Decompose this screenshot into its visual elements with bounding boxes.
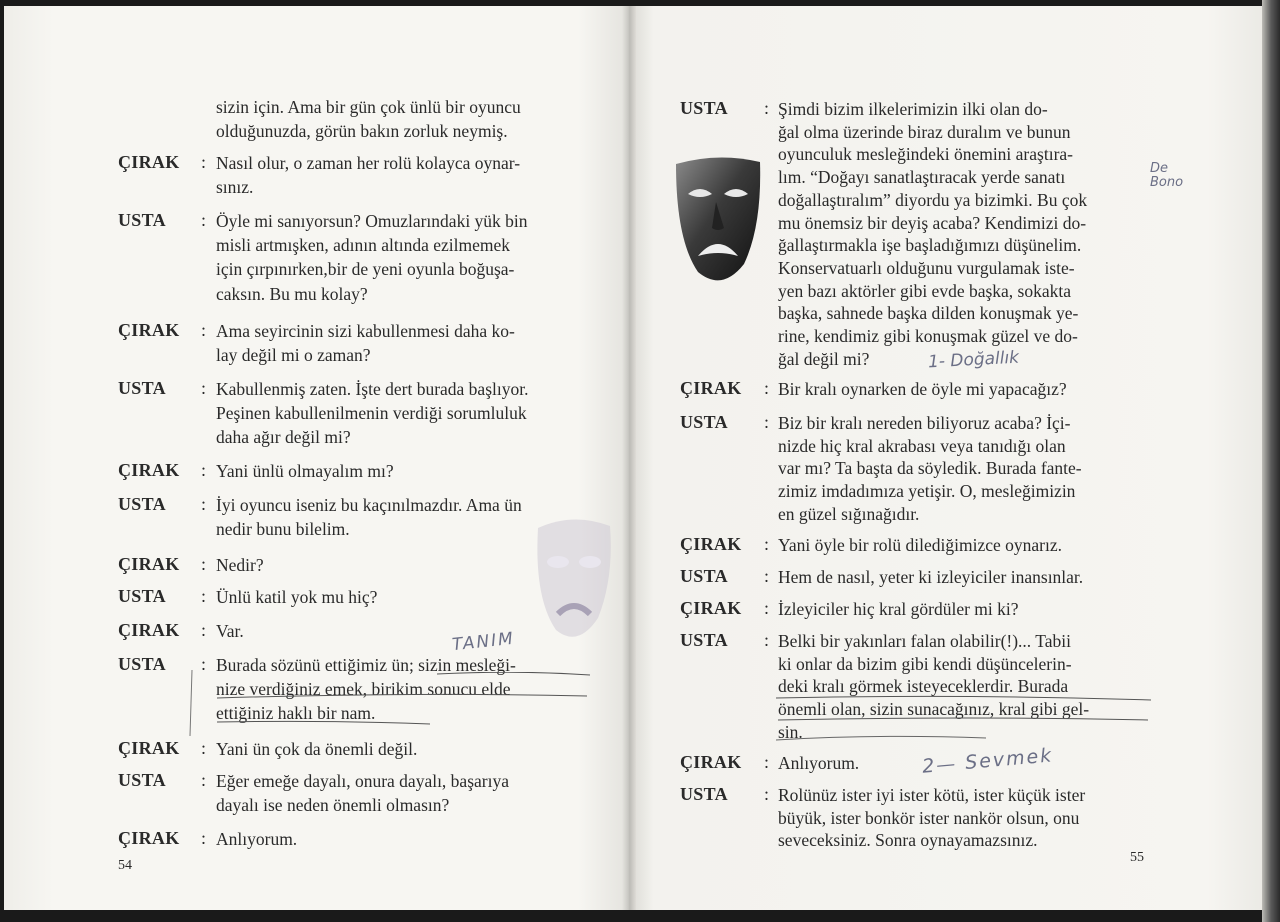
- colon: :: [201, 494, 207, 514]
- dialogue-line: Kabullenmiş zaten. İşte dert burada başlıyor.: [216, 379, 529, 399]
- dialogue-line: Biz bir kralı nereden biliyoruz acaba? İçi-: [778, 413, 1071, 433]
- colon: :: [201, 654, 207, 674]
- colon: :: [764, 784, 770, 804]
- speaker-label: ÇIRAK: [118, 320, 180, 340]
- handnote-dogallik: 1- Doğallık: [927, 347, 1020, 373]
- dialogue-line: lay değil mi o zaman?: [216, 345, 371, 366]
- page-edge: [1262, 0, 1280, 922]
- dialogue-line: nizde hiç kral akrabası veya tanıdığı olan: [778, 435, 1066, 456]
- dialogue-line: misli artmışken, adının altında ezilmemek: [216, 235, 511, 256]
- dialogue-line: Yani ünlü olmayalım mı?: [216, 461, 394, 481]
- dialogue-line: deki kralı görmek isteyeceklerdir. Burada: [778, 676, 1069, 697]
- colon: :: [764, 752, 770, 772]
- dialogue-line: Peşinen kabullenilmenin verdiği sorumluluk: [216, 403, 527, 424]
- dialogue-line: Hem de nasıl, yeter ki izleyiciler inansınlar.: [778, 567, 1084, 587]
- pencil-underline-right: [776, 694, 1156, 744]
- pencil-underline-left: [215, 672, 595, 732]
- dialogue-line: mu önemsiz bir deyiş acaba? Kendimizi do-: [778, 212, 1087, 233]
- handnote-tanim: TANIM: [451, 628, 516, 656]
- dialogue-line: İyi oyuncu iseniz bu kaçınılmazdır. Ama ün: [216, 495, 522, 515]
- handnote-sevmek: 2— Sevmek: [921, 744, 1055, 778]
- speaker-label: USTA: [118, 770, 166, 790]
- handnote-debono: De Bono: [1150, 161, 1184, 190]
- colon: :: [201, 210, 207, 230]
- speaker-label: ÇIRAK: [680, 752, 742, 772]
- dialogue-line: ki onlar da bizim gibi kendi düşüncelerin-: [778, 653, 1072, 674]
- dialogue-line: ğal değil mi?: [778, 348, 870, 369]
- speaker-label: USTA: [680, 566, 728, 586]
- dialogue-line: yen bazı aktörler gibi evde başka, sokakta: [778, 280, 1072, 301]
- speaker-label: USTA: [680, 98, 728, 118]
- speaker-label: ÇIRAK: [118, 460, 180, 480]
- faded-mask-illustration: [528, 518, 618, 648]
- speaker-label: USTA: [680, 630, 728, 650]
- colon: :: [201, 320, 207, 340]
- dialogue-line: Yani ün çok da önemli değil.: [216, 739, 418, 759]
- dialogue-line: sin.: [778, 721, 803, 742]
- dialogue-line: Ama seyircinin sizi kabullenmesi daha ko-: [216, 321, 515, 341]
- colon: :: [764, 598, 770, 618]
- dialogue-line: ğallaştırmakla işe başladığımızı düşünelim.: [778, 235, 1082, 256]
- colon: :: [201, 828, 207, 848]
- colon: :: [201, 152, 207, 172]
- dialogue-line: zimiz imdadımıza yetişir. O, mesleğimizin: [778, 481, 1076, 502]
- dialogue-line: Şimdi bizim ilkelerimizin ilki olan do-: [778, 99, 1048, 119]
- dialogue-line: Yani öyle bir rolü dilediğimizce oynarız.: [778, 535, 1062, 555]
- dialogue-line: İzleyiciler hiç kral gördüler mi ki?: [778, 599, 1019, 619]
- colon: :: [764, 378, 770, 398]
- dialogue-line: rine, kendimiz gibi konuşmak güzel ve do-: [778, 326, 1078, 346]
- dialogue-line: oyunculuk mesleğindeki önemini araştıra-: [778, 144, 1073, 165]
- speaker-label: ÇIRAK: [680, 378, 742, 398]
- colon: :: [764, 98, 770, 118]
- dialogue-line: Öyle mi sanıyorsun? Omuzlarındaki yük bin: [216, 211, 528, 231]
- dialogue-line: Eğer emeğe dayalı, onura dayalı, başarıya: [216, 771, 509, 791]
- colon: :: [201, 586, 207, 606]
- dialogue-line: önemli olan, sizin sunacağınız, kral gibi gel-: [778, 699, 1090, 720]
- speaker-label: ÇIRAK: [118, 554, 180, 574]
- intro-line: olduğunuzda, görün bakın zorluk neymiş.: [216, 121, 508, 142]
- speaker-label: USTA: [118, 378, 166, 398]
- book-gutter: [622, 6, 636, 910]
- dialogue-line: doğallaştıralım” diyordu ya bizimki. Bu çok: [778, 189, 1088, 210]
- dialogue-line: başka, sahnede başka dilden konuşmak ye-: [778, 303, 1079, 324]
- speaker-label: USTA: [118, 654, 166, 674]
- speaker-label: USTA: [118, 210, 166, 230]
- dialogue-line: Bir kralı oynarken de öyle mi yapacağız?: [778, 379, 1067, 399]
- right-page-number: 55: [1130, 850, 1144, 865]
- dialogue-line: nedir bunu bilelim.: [216, 519, 350, 540]
- speaker-label: USTA: [118, 494, 166, 514]
- dialogue-line: Nasıl olur, o zaman her rolü kolayca oynar-: [216, 153, 521, 173]
- tragedy-mask-illustration: [672, 156, 764, 288]
- left-page-number: 54: [118, 858, 132, 873]
- dialogue-line: seveceksiniz. Sonra oynayamazsınız.: [778, 830, 1038, 851]
- dialogue-line: dayalı ise neden önemli olmasın?: [216, 795, 450, 816]
- dialogue-line: en güzel sığınağıdır.: [778, 503, 920, 524]
- dialogue-line: Nedir?: [216, 555, 264, 575]
- speaker-label: USTA: [680, 412, 728, 432]
- colon: :: [201, 738, 207, 758]
- dialogue-line: daha ağır değil mi?: [216, 427, 351, 448]
- dialogue-line: Ünlü katil yok mu hiç?: [216, 587, 378, 607]
- colon: :: [764, 534, 770, 554]
- colon: :: [201, 378, 207, 398]
- colon: :: [201, 554, 207, 574]
- dialogue-line: lım. “Doğayı sanatlaştıracak yerde sanatı: [778, 167, 1066, 188]
- dialogue-line: Rolünüz ister iyi ister kötü, ister küçük ister: [778, 785, 1086, 805]
- dialogue-line: var mı? Ta başta da söyledik. Burada fante-: [778, 458, 1082, 479]
- dialogue-line: ettiğiniz haklı bir nam.: [216, 703, 376, 724]
- dialogue-line: Burada sözünü ettiğimiz ün; sizin mesleği-: [216, 655, 516, 675]
- dialogue-line: nize verdiğiniz emek, birikim sonucu elde: [216, 679, 511, 700]
- speaker-label: ÇIRAK: [118, 738, 180, 758]
- speaker-label: ÇIRAK: [118, 620, 180, 640]
- dialogue-line: Belki bir yakınları falan olabilir(!)... Tabii: [778, 631, 1071, 651]
- colon: :: [201, 620, 207, 640]
- colon: :: [764, 412, 770, 432]
- colon: :: [764, 566, 770, 586]
- dialogue-line: caksın. Bu mu kolay?: [216, 283, 368, 304]
- dialogue-line: Anlıyorum.: [216, 829, 298, 849]
- dialogue-line: Anlıyorum.: [778, 753, 860, 773]
- dialogue-line: sınız.: [216, 177, 254, 198]
- colon: :: [201, 770, 207, 790]
- speaker-label: ÇIRAK: [680, 598, 742, 618]
- speaker-label: ÇIRAK: [118, 828, 180, 848]
- colon: :: [201, 460, 207, 480]
- dialogue-line: büyük, ister bonkör ister nankör olsun, onu: [778, 807, 1080, 828]
- colon: :: [764, 630, 770, 650]
- intro-line: sizin için. Ama bir gün çok ünlü bir oyuncu: [216, 97, 521, 117]
- dialogue-line: için çırpınırken,bir de yeni oyunla boğuşa-: [216, 259, 515, 280]
- dialogue-line: ğal olma üzerinde biraz duralım ve bunun: [778, 121, 1071, 142]
- pencil-margin-line: [186, 668, 198, 738]
- dialogue-line: Konservatuarlı olduğunu vurgulamak iste-: [778, 257, 1075, 278]
- speaker-label: ÇIRAK: [118, 152, 180, 172]
- speaker-label: USTA: [680, 784, 728, 804]
- dialogue-line: Var.: [216, 621, 244, 641]
- speaker-label: ÇIRAK: [680, 534, 742, 554]
- speaker-label: USTA: [118, 586, 166, 606]
